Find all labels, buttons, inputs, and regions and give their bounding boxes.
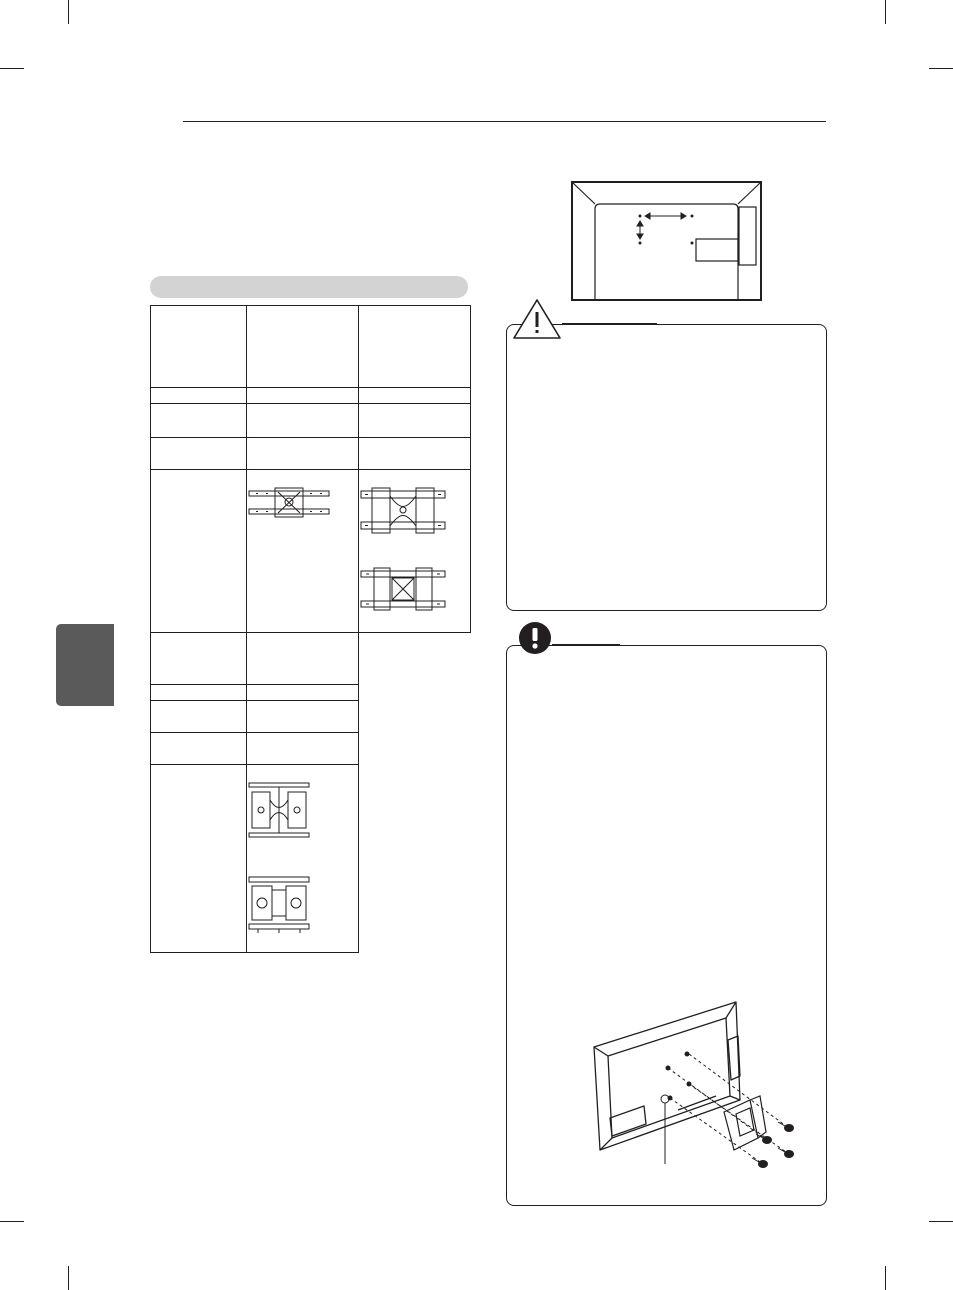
crop-mark [929,1221,953,1222]
crop-mark [885,0,886,24]
crop-mark [929,68,953,69]
caution-title-rule [562,323,657,324]
wall-mount-bracket-drawing [360,568,446,610]
caution-box [506,324,827,611]
header-rule [183,121,826,122]
wall-mount-bracket-drawing [248,876,310,934]
crop-mark [0,1221,24,1222]
wall-mount-bracket-drawing [360,488,446,534]
note-exclamation-icon [518,621,552,655]
caution-triangle-icon [512,298,562,340]
crop-mark [885,1266,886,1290]
wall-mount-bracket-drawing [248,488,330,518]
crop-mark [0,68,24,69]
tv-wall-mount-assembly-drawing [590,1000,810,1166]
section-heading-bar [150,276,468,298]
note-title-rule [552,644,620,645]
tv-rear-vesa-diagram [571,181,762,301]
wall-mount-bracket-drawing [248,782,310,838]
crop-mark [68,1266,69,1290]
crop-mark [68,0,69,24]
chapter-tab [56,624,114,706]
